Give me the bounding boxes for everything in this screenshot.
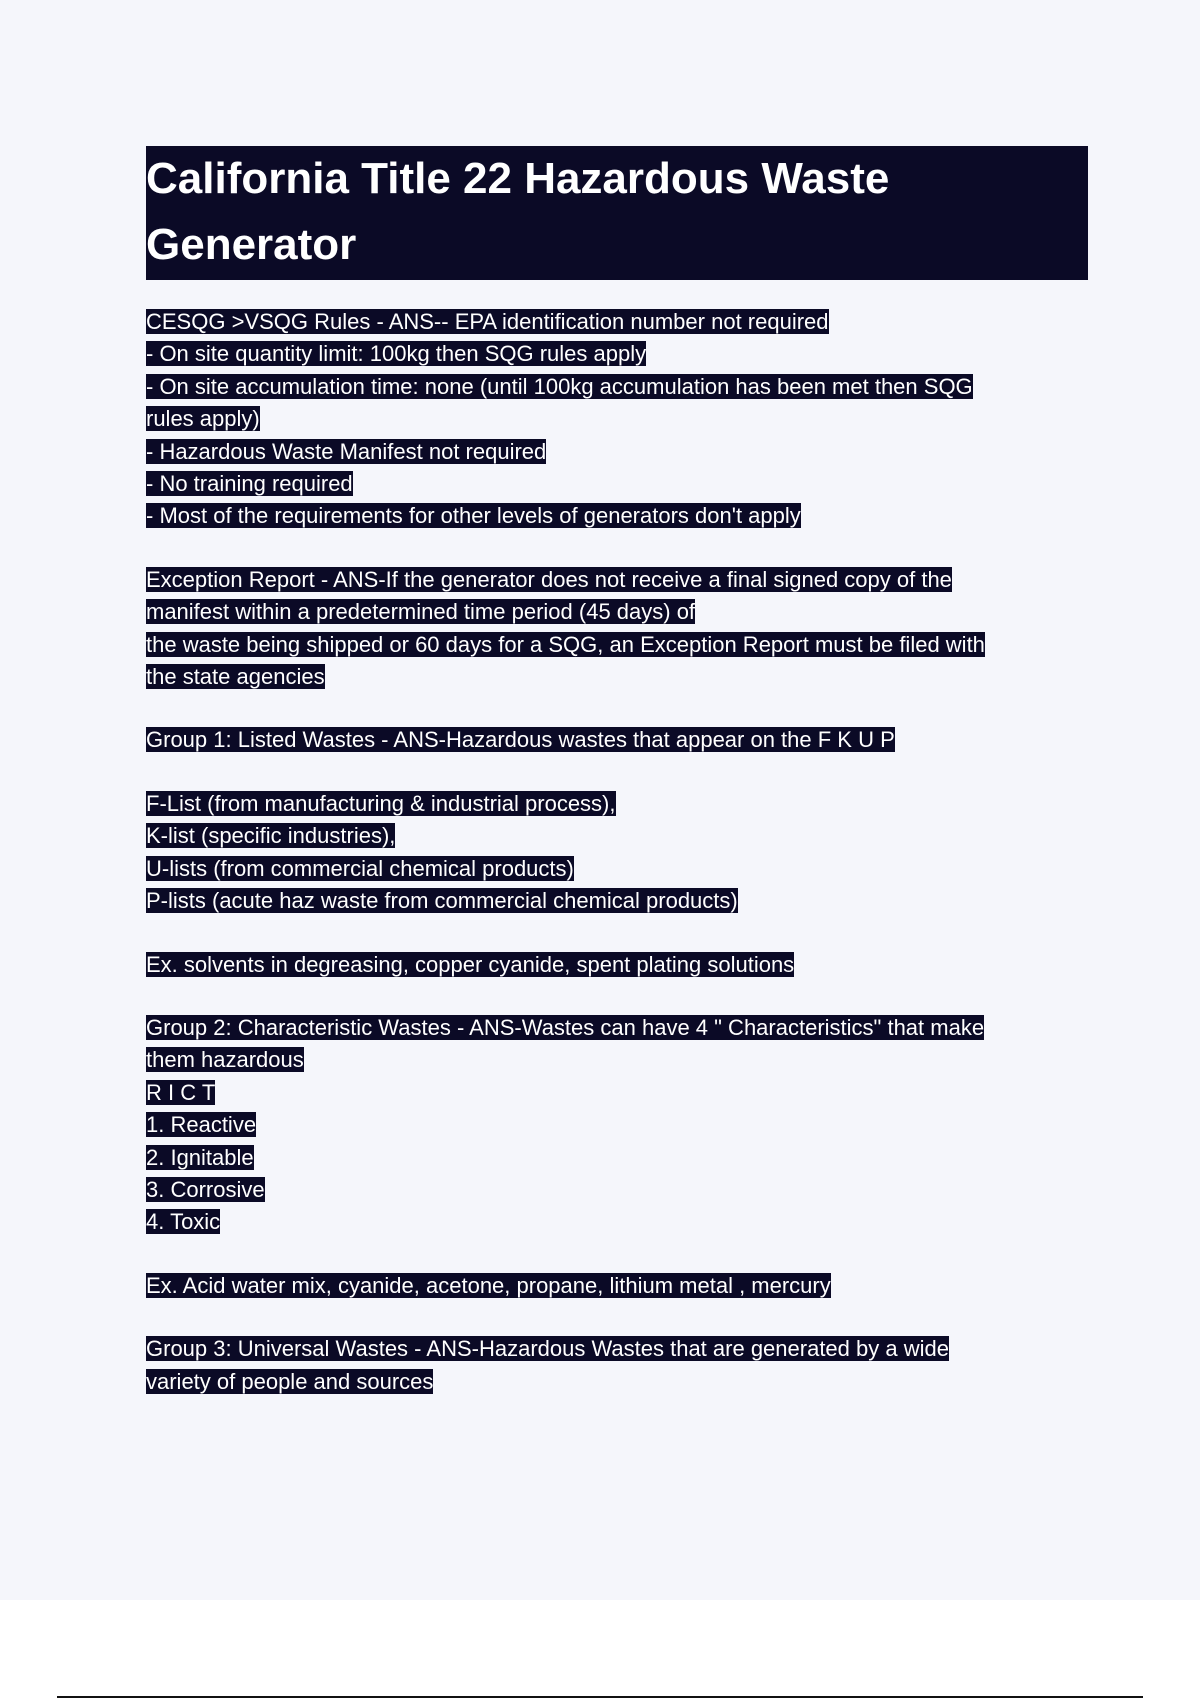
text-line — [146, 1206, 1088, 1238]
text-line — [146, 1109, 1088, 1141]
highlighted-text: - On site quantity limit: 100kg then SQG rules apply — [146, 341, 647, 367]
highlighted-text: manifest within a predetermined time period (45 days) of — [146, 599, 696, 625]
document-body — [146, 306, 1088, 1398]
highlighted-text: Group 3: Universal Wastes - ANS-Hazardous Wastes that are generated by a wide — [146, 1336, 949, 1362]
text-line — [146, 1012, 1088, 1044]
text-line — [146, 306, 1088, 338]
highlighted-text: the waste being shipped or 60 days for a SQG, an Exception Report must be filed with — [146, 631, 985, 657]
paragraph — [146, 788, 1088, 918]
highlighted-text: P-lists (acute haz waste from commercial chemical products) — [146, 888, 738, 914]
highlighted-text: - Hazardous Waste Manifest not required — [146, 438, 547, 464]
highlighted-text: CESQG >VSQG Rules - ANS-- EPA identification number not required — [146, 309, 829, 334]
text-line — [146, 338, 1088, 370]
highlighted-text: K-list (specific industries), — [146, 823, 396, 849]
text-line — [146, 1044, 1088, 1076]
highlighted-text: 2. Ignitable — [146, 1144, 254, 1170]
highlighted-text: - No training required — [146, 471, 353, 497]
text-line — [146, 820, 1088, 852]
text-line — [146, 1174, 1088, 1206]
highlighted-text: - Most of the requirements for other levels of generators don't apply — [146, 503, 801, 529]
text-line — [146, 1333, 1088, 1365]
highlighted-text: 4. Toxic — [146, 1209, 221, 1235]
highlighted-text: 3. Corrosive — [146, 1176, 265, 1202]
text-line — [146, 596, 1088, 628]
page-title: California Title 22 Hazardous Waste Generator — [146, 146, 1088, 280]
text-line — [146, 949, 1088, 981]
paragraph — [146, 306, 1088, 533]
document-content — [146, 146, 1088, 1429]
paragraph — [146, 949, 1088, 981]
paragraph — [146, 1012, 1088, 1239]
text-line — [146, 1270, 1088, 1302]
highlighted-text: Ex. Acid water mix, cyanide, acetone, propane, lithium metal , mercury — [146, 1272, 831, 1298]
text-line — [146, 403, 1088, 435]
highlighted-text: rules apply) — [146, 406, 260, 432]
highlighted-text: them hazardous — [146, 1047, 304, 1073]
text-line — [146, 1077, 1088, 1109]
footer-divider — [57, 1696, 1143, 1698]
highlighted-text: Ex. solvents in degreasing, copper cyanide, spent plating solutions — [146, 951, 795, 977]
paragraph — [146, 1333, 1088, 1398]
highlighted-text: U-lists (from commercial chemical products) — [146, 855, 574, 881]
text-line — [146, 629, 1088, 661]
text-line — [146, 661, 1088, 693]
text-line — [146, 564, 1088, 596]
text-line — [146, 1366, 1088, 1398]
text-line — [146, 724, 1088, 756]
highlighted-text: F-List (from manufacturing & industrial process), — [146, 790, 616, 816]
text-line — [146, 788, 1088, 820]
text-line — [146, 468, 1088, 500]
highlighted-text: Exception Report - ANS-If the generator does not receive a final signed copy of the — [146, 566, 952, 592]
text-line — [146, 371, 1088, 403]
text-line — [146, 853, 1088, 885]
highlighted-text: Group 1: Listed Wastes - ANS-Hazardous wastes that appear on the F K U P — [146, 727, 895, 753]
highlighted-text: Group 2: Characteristic Wastes - ANS-Wastes can have 4 " Characteristics" that make — [146, 1014, 985, 1040]
text-line — [146, 500, 1088, 532]
highlighted-text: 1. Reactive — [146, 1112, 257, 1138]
paragraph — [146, 564, 1088, 694]
highlighted-text: variety of people and sources — [146, 1368, 434, 1394]
highlighted-text: the state agencies — [146, 664, 325, 690]
paragraph — [146, 1270, 1088, 1302]
text-line — [146, 1142, 1088, 1174]
highlighted-text: - On site accumulation time: none (until 100kg accumulation has been met then SQG — [146, 373, 973, 399]
paragraph — [146, 724, 1088, 756]
text-line — [146, 885, 1088, 917]
text-line — [146, 436, 1088, 468]
highlighted-text: R I C T — [146, 1079, 216, 1105]
